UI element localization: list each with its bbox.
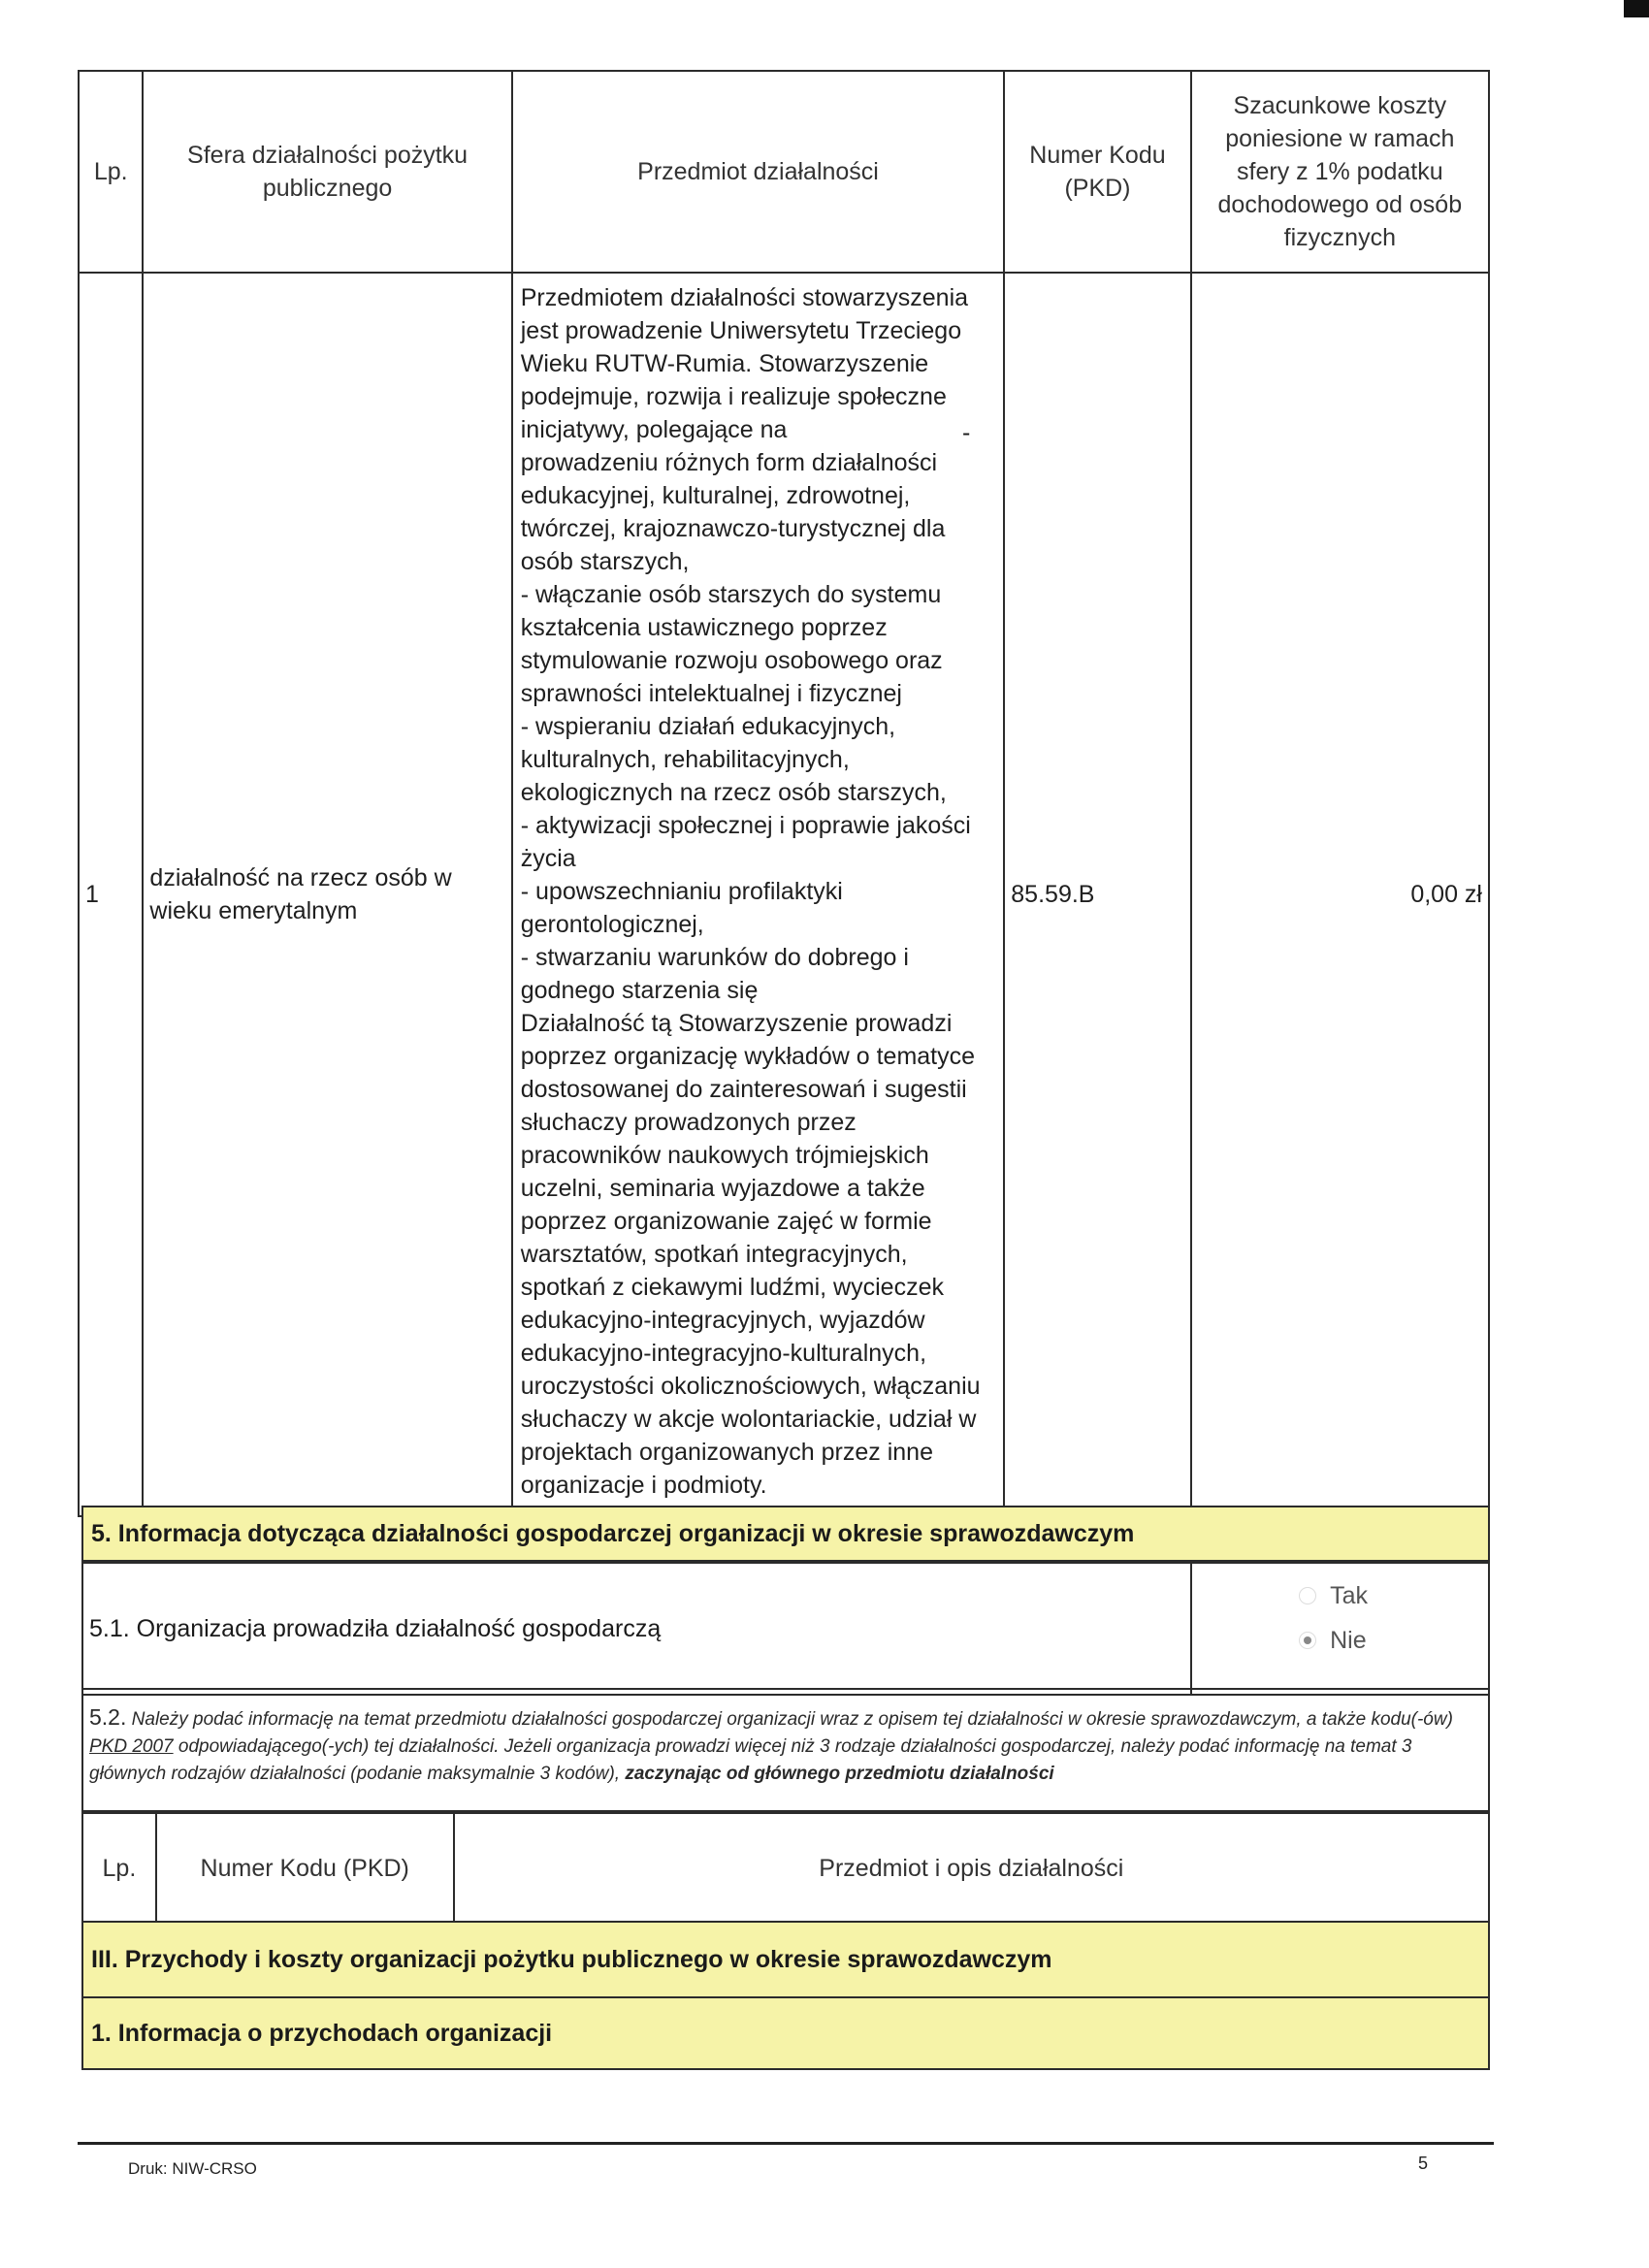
q51-table	[81, 1562, 1490, 1696]
activity-table	[78, 70, 1490, 1517]
header-koszty: Szacunkowe koszty poniesione w ramach sfery z 1% podatku dochodowego od osób fizycznych	[1191, 71, 1489, 273]
q52-instructions	[81, 1688, 1490, 1812]
row-lp: 1	[79, 273, 143, 1516]
q52-pkd-link[interactable]: PKD 2007	[89, 1736, 174, 1757]
biz-header-kod: Numer Kodu (PKD)	[156, 1813, 454, 1924]
table-row	[79, 273, 1489, 1516]
business-activity-table	[81, 1812, 1490, 1925]
q52-bold-end: zaczynając od głównego przedmiotu działalności	[620, 1764, 1054, 1784]
przedmiot-line: podejmuje, rozwija i realizuje społeczne	[520, 383, 947, 410]
przedmiot-line: inicjatywy, polegające na	[520, 416, 788, 443]
radio-nie[interactable]	[1299, 1618, 1488, 1663]
przedmiot-line: ekologicznych na rzecz osób starszych,	[520, 779, 947, 806]
przedmiot-line: słuchaczy w akcje wolontariackie, udział w	[520, 1406, 977, 1433]
przedmiot-line: sprawności intelektualnej i fizycznej	[520, 680, 902, 707]
radio-nie-label: Nie	[1330, 1626, 1367, 1654]
przedmiot-line: Przedmiotem działalności stowarzyszenia	[520, 284, 969, 311]
section5-title: 5. Informacja dotycząca działalności gospodarczej organizacji w okresie sprawozdawczym	[81, 1506, 1490, 1562]
q52-text-a: Należy podać informację na temat przedmiotu działalności gospodarczej organizacji wraz z opisem tej działalności w okresie sprawozdawczym, a także kodu(-ów)	[126, 1709, 1453, 1730]
radio-tak-icon[interactable]	[1299, 1587, 1316, 1604]
przedmiot-line: uczelni, seminaria wyjazdowe a także	[520, 1175, 925, 1202]
radio-tak-label: Tak	[1330, 1581, 1369, 1609]
przedmiot-line: - włączanie osób starszych do systemu	[520, 581, 942, 608]
przedmiot-line: projektach organizowanych przez inne	[520, 1439, 933, 1466]
przedmiot-line: organizacje i podmioty.	[520, 1472, 767, 1499]
row-sfera: działalność na rzecz osób w wieku emerytalnym	[143, 273, 511, 1516]
przedmiot-line: życia	[520, 845, 576, 872]
header-lp: Lp.	[79, 71, 143, 273]
przedmiot-line: uroczystości okolicznościowych, włączaniu	[520, 1373, 981, 1400]
header-przedmiot: Przedmiot działalności	[512, 71, 1005, 273]
stray-dash: -	[962, 419, 971, 446]
radio-nie-icon[interactable]	[1299, 1632, 1316, 1649]
przedmiot-line: gerontologicznej,	[520, 911, 704, 938]
q52-number: 5.2.	[89, 1704, 127, 1730]
przedmiot-line: poprzez organizowanie zajęć w formie	[520, 1208, 932, 1235]
przedmiot-line: edukacyjno-integracyjnych, wyjazdów	[520, 1307, 925, 1334]
footer-rule	[78, 2142, 1494, 2145]
przedmiot-line: godnego starzenia się	[520, 977, 759, 1004]
section3-sub1: 1. Informacja o przychodach organizacji	[81, 1996, 1490, 2070]
przedmiot-line: kulturalnych, rehabilitacyjnych,	[520, 746, 850, 773]
przedmiot-line: kształcenia ustawicznego poprzez	[520, 614, 888, 641]
biz-header-opis: Przedmiot i opis działalności	[454, 1813, 1489, 1924]
przedmiot-line: - wspieraniu działań edukacyjnych,	[520, 713, 896, 740]
przedmiot-line: spotkań z ciekawymi ludźmi, wycieczek	[520, 1274, 944, 1301]
section3-title: III. Przychody i koszty organizacji pożytku publicznego w okresie sprawozdawczym	[81, 1921, 1490, 1998]
activity-table-header-row	[79, 71, 1489, 273]
biz-header-lp: Lp.	[82, 1813, 156, 1924]
header-kod: Numer Kodu (PKD)	[1004, 71, 1190, 273]
przedmiot-line: - aktywizacji społecznej i poprawie jakości	[520, 812, 971, 839]
przedmiot-line: dostosowanej do zainteresowań i sugestii	[520, 1076, 967, 1103]
przedmiot-line: osób starszych,	[520, 548, 690, 575]
przedmiot-line: - stwarzaniu warunków do dobrego i	[520, 944, 909, 971]
radio-tak[interactable]	[1299, 1573, 1488, 1618]
q52-text-b: odpowiadającego(-ych) tej działalności. Jeżeli organizacja prowadzi więcej niż 3 rodzaje działalności gospodarczej, należy podać informację na temat 3 głównych rodzajów działalności (podanie maksymalnie 3 kodów),	[89, 1736, 1412, 1784]
row-koszty: 0,00 zł	[1191, 273, 1489, 1516]
przedmiot-line: edukacyjno-integracyjno-kulturalnych,	[520, 1340, 927, 1367]
przedmiot-line: poprzez organizację wykładów o tematyce	[520, 1043, 976, 1070]
przedmiot-line: - upowszechnianiu profilaktyki	[520, 878, 843, 905]
przedmiot-line: twórczej, krajoznawczo-turystycznej dla	[520, 515, 946, 542]
q51-label: 5.1. Organizacja prowadziła działalność gospodarczą	[82, 1563, 1191, 1695]
przedmiot-line: słuchaczy prowadzonych przez	[520, 1109, 857, 1136]
footer-page-number: 5	[1418, 2154, 1429, 2173]
row-kod: 85.59.B	[1004, 273, 1190, 1516]
przedmiot-line: Wieku RUTW-Rumia. Stowarzyszenie	[520, 350, 929, 377]
przedmiot-line: warsztatów, spotkań integracyjnych,	[520, 1241, 908, 1268]
przedmiot-line: prowadzeniu różnych form działalności	[520, 449, 938, 476]
scan-corner-mark	[1624, 0, 1649, 17]
footer-print-label: Druk: NIW-CRSO	[128, 2159, 257, 2178]
przedmiot-line: jest prowadzenie Uniwersytetu Trzeciego	[520, 317, 962, 344]
przedmiot-line: edukacyjnej, kulturalnej, zdrowotnej,	[520, 482, 911, 509]
row-przedmiot	[512, 273, 1005, 1516]
przedmiot-line: Działalność tą Stowarzyszenie prowadzi	[520, 1010, 953, 1037]
q51-options	[1191, 1563, 1489, 1695]
przedmiot-line: pracowników naukowych trójmiejskich	[520, 1142, 929, 1169]
przedmiot-line: stymulowanie rozwoju osobowego oraz	[520, 647, 943, 674]
header-sfera: Sfera działalności pożytku publicznego	[143, 71, 511, 273]
